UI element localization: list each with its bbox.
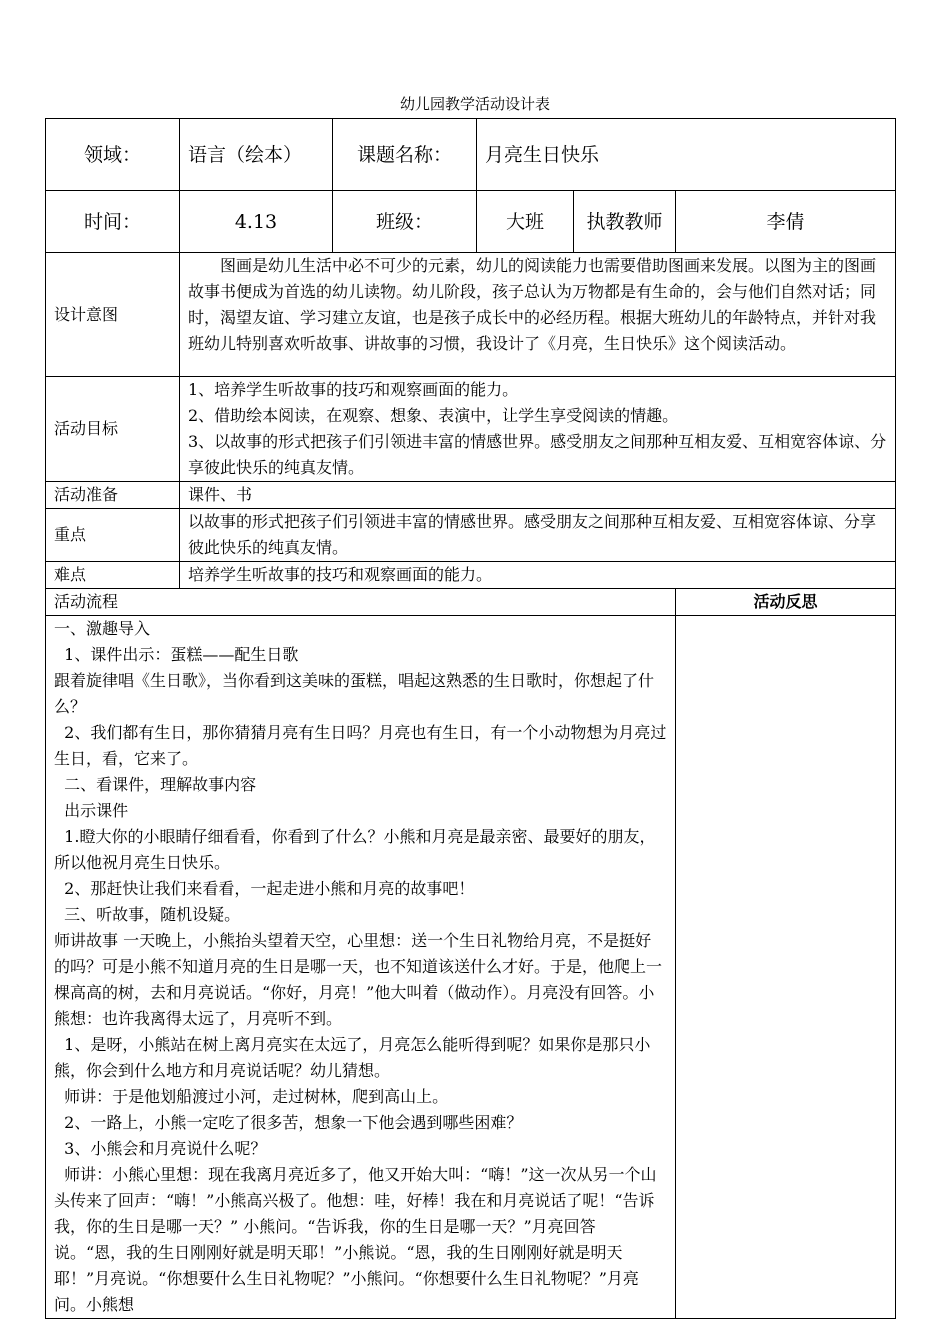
goal-item: 1、培养学生听故事的技巧和观察画面的能力。 — [188, 380, 519, 399]
intent-row — [46, 253, 896, 377]
topic-label: 课题名称： — [333, 119, 477, 191]
teacher-label: 执教教师 — [574, 191, 676, 253]
activity-design-table — [45, 118, 896, 1319]
process-line: 2、我们都有生日，那你猜猜月亮有生日吗？月亮也有生日，有一个小动物想为月亮过生日，看，它来了。 — [54, 723, 667, 768]
time-label: 时间： — [46, 191, 180, 253]
key-label: 重点 — [46, 509, 180, 562]
process-line: 一、激趣导入 — [54, 619, 151, 638]
intent-text: 图画是幼儿生活中必不可少的元素，幼儿的阅读能力也需要借助图画来发展。以图为主的图画故事书便成为首选的幼儿读物。幼儿阶段，孩子总认为万物都是有生命的，会与他们自然对话；同时，渴望友谊、学习建立友谊，也是孩子成长中的必经历程。根据大班幼儿的年龄特点，并针对我班幼儿特别喜欢听故事、讲故事的习惯，我设计了《月亮，生日快乐》这个阅读活动。 — [188, 256, 877, 353]
header-row-2 — [46, 191, 896, 253]
goals-row — [46, 377, 896, 482]
prep-label: 活动准备 — [46, 482, 180, 509]
process-line: 2、那赶快让我们来看看，一起走进小熊和月亮的故事吧！ — [54, 879, 475, 898]
document-title: 幼儿园教学活动设计表 — [399, 95, 550, 113]
domain-value: 语言（绘本） — [180, 119, 333, 191]
process-label: 活动流程 — [46, 589, 676, 616]
prep-row — [46, 482, 896, 509]
goal-item: 3、以故事的形式把孩子们引领进丰富的情感世界。感受朋友之间那种互相友爱、互相宽容体谅、分享彼此快乐的纯真友情。 — [188, 432, 887, 477]
process-body-row — [46, 616, 896, 1319]
class-value: 大班 — [477, 191, 574, 253]
domain-label: 领域： — [46, 119, 180, 191]
process-content — [46, 616, 676, 1319]
process-line: 2、一路上，小熊一定吃了很多苦，想象一下他会遇到哪些困难？ — [54, 1113, 523, 1132]
goals-cell — [180, 377, 896, 482]
process-line: 师讲：小熊心里想：现在我离月亮近多了，他又开始大叫：“嗨！”这一次从另一个山头传来了回声：“嗨！”小熊高兴极了。他想：哇，好棒！我在和月亮说话了呢！“告诉我，你的生日是哪一天？” 小熊问。“告诉我，你的生日是哪一天？”月亮回答说。“恩，我的生日刚刚好就是明天耶！”小熊说。“恩，我的生日刚刚好就是明天耶！”月亮说。“你想要什么生日礼物呢？”小熊问。“你想要什么生日礼物呢？”月亮问。小熊想 — [54, 1165, 657, 1314]
time-value: 4.13 — [180, 191, 333, 253]
intent-label: 设计意图 — [46, 253, 180, 377]
topic-value: 月亮生日快乐 — [477, 119, 896, 191]
reflection-content — [676, 616, 896, 1319]
header-row-1 — [46, 119, 896, 191]
goal-item: 2、借助绘本阅读，在观察、想象、表演中，让学生享受阅读的情趣。 — [188, 406, 679, 425]
process-line: 3、小熊会和月亮说什么呢？ — [54, 1139, 267, 1158]
process-line: 1、课件出示：蛋糕——配生日歌 — [54, 645, 299, 664]
difficulty-row — [46, 562, 896, 589]
process-line: 1.瞪大你的小眼睛仔细看看，你看到了什么？小熊和月亮是最亲密、最要好的朋友，所以他祝月亮生日快乐。 — [54, 827, 656, 872]
goals-label: 活动目标 — [46, 377, 180, 482]
key-text: 以故事的形式把孩子们引领进丰富的情感世界。感受朋友之间那种互相友爱、互相宽容体谅、分享彼此快乐的纯真友情。 — [180, 509, 896, 562]
process-line: 出示课件 — [54, 801, 129, 820]
process-line: 二、看课件，理解故事内容 — [54, 775, 257, 794]
process-line: 1、是呀，小熊站在树上离月亮实在太远了，月亮怎么能听得到呢？如果你是那只小熊，你会到什么地方和月亮说话呢？幼儿猜想。 — [54, 1035, 651, 1080]
difficulty-text: 培养学生听故事的技巧和观察画面的能力。 — [180, 562, 896, 589]
intent-cell — [180, 253, 896, 377]
key-row — [46, 509, 896, 562]
process-line: 三、听故事，随机设疑。 — [54, 905, 241, 924]
teacher-value: 李倩 — [676, 191, 896, 253]
process-line: 跟着旋律唱《生日歌》，当你看到这美味的蛋糕，唱起这熟悉的生日歌时，你想起了什么？ — [54, 671, 655, 716]
process-line: 师讲：于是他划船渡过小河，走过树林，爬到高山上。 — [54, 1087, 449, 1106]
reflection-label: 活动反思 — [676, 589, 896, 616]
class-label: 班级： — [333, 191, 477, 253]
process-line: 师讲故事 一天晚上，小熊抬头望着天空，心里想：送一个生日礼物给月亮，不是挺好的吗？可是小熊不知道月亮的生日是哪一天，也不知道该送什么才好。于是，他爬上一棵高高的树，去和月亮说话。“你好，月亮！”他大叫着（做动作）。月亮没有回答。小熊想：也许我离得太远了，月亮听不到。 — [54, 931, 663, 1028]
difficulty-label: 难点 — [46, 562, 180, 589]
prep-text: 课件、书 — [180, 482, 896, 509]
process-header-row — [46, 589, 896, 616]
